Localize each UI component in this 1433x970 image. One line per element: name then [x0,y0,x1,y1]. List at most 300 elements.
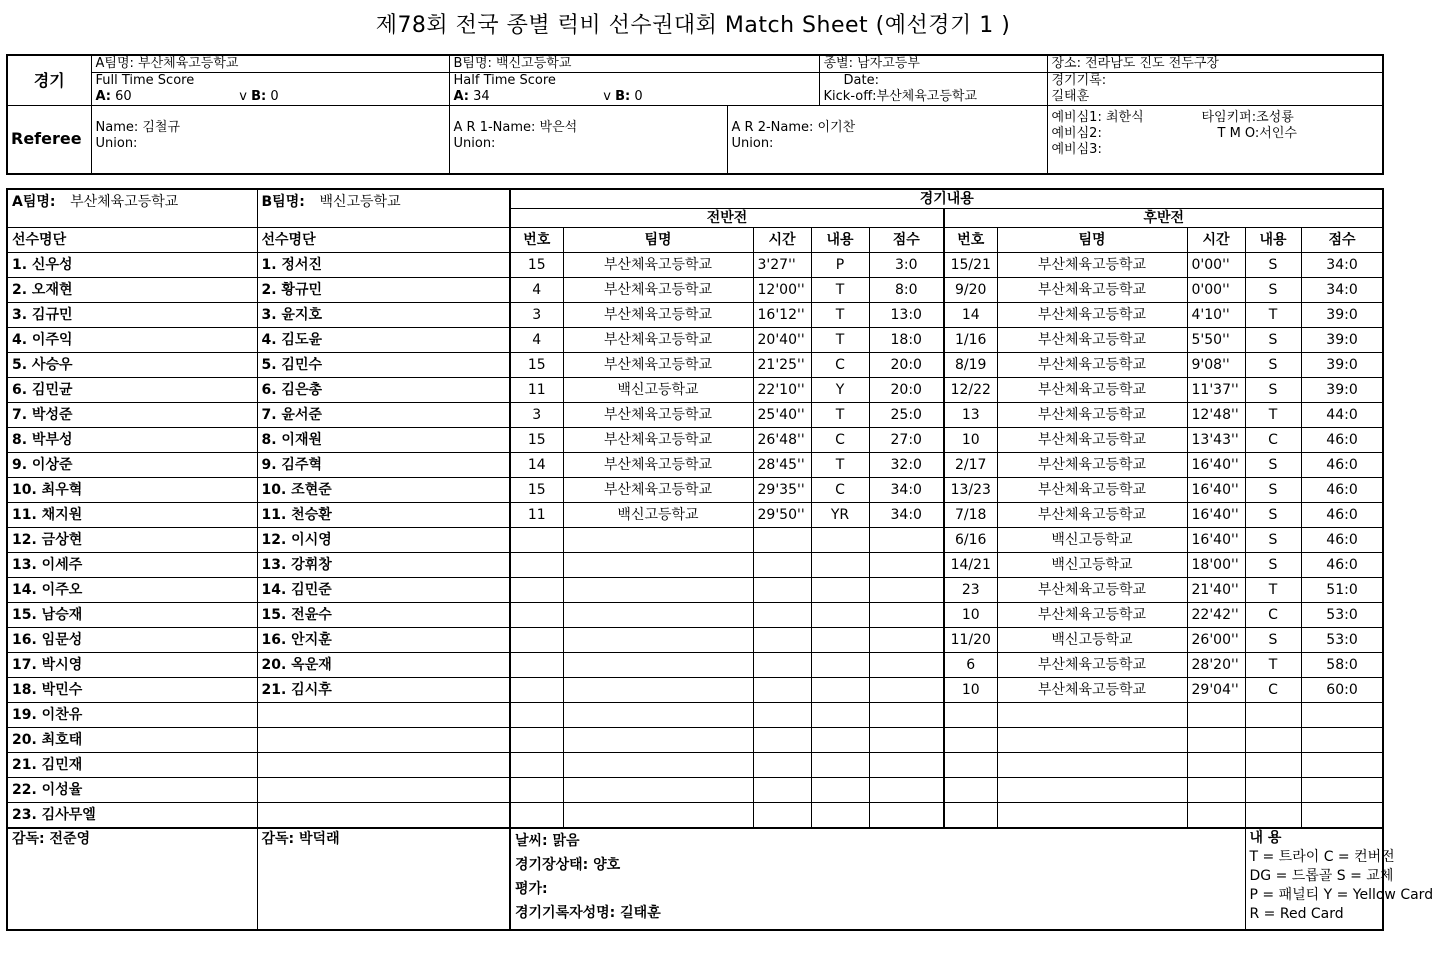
first-half-event-cell: 백신고등학교 [563,378,753,403]
first-half-event-cell [753,678,811,703]
second-half-event-cell: 부산체육고등학교 [997,253,1187,278]
first-half-event-cell: T [811,328,869,353]
second-half-event-cell [997,703,1187,728]
team-b-player: 21. 김시후 [257,678,510,703]
column-header-first-0: 번호 [510,228,563,253]
first-half-event-cell [753,653,811,678]
team-a-label: A팀명: [12,194,56,210]
first-half-event-cell: 3 [510,403,563,428]
table-row [7,353,1383,378]
second-half-event-cell: T [1245,653,1301,678]
team-a-player: 14. 이주오 [7,578,257,603]
second-half-event-cell: 0'00'' [1187,278,1245,303]
first-half-label: 전반전 [510,209,944,228]
second-half-event-cell: 28'20'' [1187,653,1245,678]
first-half-event-cell [753,603,811,628]
first-half-event-cell [811,628,869,653]
first-half-event-cell [811,603,869,628]
first-half-event-cell [563,703,753,728]
second-half-event-cell [1245,803,1301,829]
team-b-player: 6. 김은총 [257,378,510,403]
first-half-event-cell: 29'35'' [753,478,811,503]
first-half-event-cell [510,803,563,829]
recorder-name: 길태훈 [1047,89,1383,106]
second-half-event-cell [1245,778,1301,803]
second-half-event-cell: S [1245,353,1301,378]
referee-label: Referee [7,106,91,174]
first-half-event-cell [753,703,811,728]
second-half-event-cell: 13'43'' [1187,428,1245,453]
first-half-event-cell [811,553,869,578]
team-a-player: 1. 신우성 [7,253,257,278]
first-half-event-cell [510,578,563,603]
second-half-label: 후반전 [944,209,1383,228]
table-row [7,678,1383,703]
team-a-name: A팀명: 부산체육고등학교 [91,55,449,73]
first-half-event-cell: 3'27'' [753,253,811,278]
second-half-event-cell: 7/18 [944,503,997,528]
second-half-event-cell [1187,753,1245,778]
first-half-event-cell [510,553,563,578]
second-half-event-cell [1187,778,1245,803]
table-row [7,653,1383,678]
full-time-score [91,89,449,106]
second-half-event-cell: 34:0 [1301,253,1383,278]
second-half-event-cell: T [1245,303,1301,328]
second-half-event-cell [1245,703,1301,728]
half-a-value: 34 [473,89,490,104]
table-row [7,303,1383,328]
second-half-event-cell: 39:0 [1301,353,1383,378]
second-half-event-cell: S [1245,503,1301,528]
table-row [7,328,1383,353]
second-half-event-cell [944,703,997,728]
table-row [7,378,1383,403]
second-half-event-cell: 16'40'' [1187,478,1245,503]
team-b-player [257,753,510,778]
first-half-event-cell [811,803,869,829]
first-half-event-cell: 3:0 [869,253,944,278]
team-a-player: 13. 이세주 [7,553,257,578]
first-half-event-cell: 26'48'' [753,428,811,453]
first-half-event-cell [753,528,811,553]
first-half-event-cell: 28'45'' [753,453,811,478]
table-row [7,403,1383,428]
team-b-player: 14. 김민준 [257,578,510,603]
first-half-event-cell [869,528,944,553]
ar1-info [449,106,727,174]
table-row [7,428,1383,453]
first-half-event-cell: 4 [510,328,563,353]
team-a-player: 6. 김민균 [7,378,257,403]
team-a-player: 12. 금상현 [7,528,257,553]
match-header-table [6,54,1384,175]
team-b-player: 8. 이재원 [257,428,510,453]
second-half-event-cell: S [1245,528,1301,553]
first-half-event-cell: 32:0 [869,453,944,478]
first-half-event-cell [510,603,563,628]
second-half-event-cell [1301,778,1383,803]
second-half-event-cell: S [1245,553,1301,578]
table-row [7,778,1383,803]
full-b-label: B: [251,89,267,104]
half-a-label: A: [453,89,470,104]
first-half-event-cell [510,628,563,653]
category: 종별: 남자고등부 [819,55,1047,73]
table-row [7,603,1383,628]
first-half-event-cell: 부산체육고등학교 [563,278,753,303]
second-half-event-cell: 0'00'' [1187,253,1245,278]
first-half-event-cell [563,553,753,578]
team-a-player: 4. 이주익 [7,328,257,353]
second-half-event-cell: 13/23 [944,478,997,503]
team-b-player: 1. 정서진 [257,253,510,278]
first-half-event-cell: 부산체육고등학교 [563,428,753,453]
second-half-event-cell: 백신고등학교 [997,628,1187,653]
table-row [7,478,1383,503]
first-half-event-cell [563,578,753,603]
page-title: 제78회 전국 종별 럭비 선수권대회 Match Sheet (예선경기 1 ) [375,13,1011,38]
team-b-label: B팀명: [261,194,305,210]
coach-b: 감독: 박덕래 [257,828,510,930]
referee-info [91,106,449,174]
first-half-event-cell [811,578,869,603]
first-half-event-cell: 18:0 [869,328,944,353]
first-half-event-cell: 20:0 [869,353,944,378]
second-half-event-cell [944,728,997,753]
team-b-player: 7. 윤서준 [257,403,510,428]
coach-a: 감독: 전준영 [7,828,257,930]
first-half-event-cell: 부산체육고등학교 [563,328,753,353]
second-half-event-cell: 부산체육고등학교 [997,278,1187,303]
first-half-event-cell: 부산체육고등학교 [563,453,753,478]
second-half-event-cell: 21'40'' [1187,578,1245,603]
first-half-event-cell: 15 [510,428,563,453]
first-half-event-cell: 20'40'' [753,328,811,353]
first-half-event-cell [811,778,869,803]
team-b-player [257,703,510,728]
second-half-event-cell [1301,728,1383,753]
table-row [7,728,1383,753]
team-b-player: 5. 김민수 [257,353,510,378]
first-half-event-cell: 34:0 [869,478,944,503]
second-half-event-cell: T [1245,578,1301,603]
first-half-event-cell: 22'10'' [753,378,811,403]
second-half-event-cell: 부산체육고등학교 [997,353,1187,378]
team-b-player: 4. 김도윤 [257,328,510,353]
first-half-event-cell [869,578,944,603]
legend-line: DG = 드롭골 S = 교체 [1249,868,1394,884]
reserve-3: 예비심3: [1051,142,1102,157]
second-half-event-cell: 6/16 [944,528,997,553]
half-b-label: B: [615,89,631,104]
team-a-player: 10. 최우혁 [7,478,257,503]
column-header-second-2: 시간 [1187,228,1245,253]
second-half-event-cell: 부산체육고등학교 [997,403,1187,428]
second-half-event-cell [1187,728,1245,753]
second-half-event-cell: 26'00'' [1187,628,1245,653]
second-half-event-cell: 부산체육고등학교 [997,478,1187,503]
table-row [7,503,1383,528]
first-half-event-cell: T [811,303,869,328]
second-half-event-cell: 8/19 [944,353,997,378]
full-v: v [239,89,247,104]
match-date: Date: [819,73,1047,90]
first-half-event-cell [869,653,944,678]
second-half-event-cell [1301,803,1383,829]
second-half-event-cell: 10 [944,603,997,628]
second-half-event-cell: 53:0 [1301,628,1383,653]
first-half-event-cell: 8:0 [869,278,944,303]
first-half-event-cell: T [811,278,869,303]
table-row [7,753,1383,778]
team-a-player: 5. 사승우 [7,353,257,378]
second-half-event-cell: 16'40'' [1187,503,1245,528]
second-half-event-cell: 부산체육고등학교 [997,603,1187,628]
first-half-event-cell [811,753,869,778]
field-condition: 경기장상태: 양호 [515,857,621,873]
first-half-event-cell [510,778,563,803]
second-half-event-cell: S [1245,478,1301,503]
team-a-player: 19. 이찬유 [7,703,257,728]
team-b-roster-label: 선수명단 [257,228,510,253]
first-half-event-cell [869,803,944,829]
ar2-union: Union: [731,136,774,151]
second-half-event-cell: 46:0 [1301,478,1383,503]
second-half-event-cell: 46:0 [1301,453,1383,478]
second-half-event-cell: 9/20 [944,278,997,303]
first-half-event-cell [563,778,753,803]
tmo: T M O:서인수 [1217,126,1297,141]
first-half-event-cell: 15 [510,353,563,378]
first-half-event-cell [563,628,753,653]
team-b-player: 11. 천승환 [257,503,510,528]
first-half-event-cell: 15 [510,253,563,278]
first-half-event-cell [563,728,753,753]
first-half-event-cell: 21'25'' [753,353,811,378]
table-row [7,253,1383,278]
legend-title: 내 용 [1249,830,1282,846]
column-header-first-2: 시간 [753,228,811,253]
venue: 장소: 전라남도 진도 전두구장 [1047,55,1383,73]
recorder-signature: 경기기록자성명: 길태훈 [515,905,661,921]
first-half-event-cell: T [811,403,869,428]
weather: 날씨: 맑음 [515,833,580,849]
column-header-first-1: 팀명 [563,228,753,253]
first-half-event-cell: 3 [510,303,563,328]
first-half-event-cell [510,703,563,728]
events-section-label: 경기내용 [510,189,1383,209]
second-half-event-cell: 46:0 [1301,503,1383,528]
team-b-player [257,728,510,753]
second-half-event-cell: 12'48'' [1187,403,1245,428]
team-a-player: 21. 김민재 [7,753,257,778]
ar1-name: A R 1-Name: 박은석 [453,120,578,135]
reserve-1: 예비심1: 최한식 [1051,110,1144,125]
team-b-player: 10. 조현준 [257,478,510,503]
table-row [7,453,1383,478]
first-half-event-cell [753,578,811,603]
second-half-event-cell: 58:0 [1301,653,1383,678]
legend-line: R = Red Card [1249,906,1344,922]
referee-name: Name: 김철규 [95,120,181,135]
first-half-event-cell: 20:0 [869,378,944,403]
game-label: 경기 [7,55,91,106]
second-half-event-cell [1187,803,1245,829]
first-half-event-cell [510,753,563,778]
second-half-event-cell: 부산체육고등학교 [997,453,1187,478]
first-half-event-cell [563,753,753,778]
team-a-player: 11. 채지원 [7,503,257,528]
first-half-event-cell: 부산체육고등학교 [563,253,753,278]
officials-info [1047,106,1383,174]
team-a-player: 17. 박시영 [7,653,257,678]
first-half-event-cell: C [811,428,869,453]
second-half-event-cell: C [1245,678,1301,703]
second-half-event-cell: 18'00'' [1187,553,1245,578]
team-a-player: 22. 이성율 [7,778,257,803]
first-half-event-cell: 27:0 [869,428,944,453]
legend [1245,828,1433,930]
second-half-event-cell: 부산체육고등학교 [997,328,1187,353]
first-half-event-cell: C [811,478,869,503]
team-a-player: 16. 임문성 [7,628,257,653]
match-conditions [510,828,1245,930]
second-half-event-cell: 10 [944,428,997,453]
first-half-event-cell [811,728,869,753]
rating: 평가: [515,881,548,897]
second-half-event-cell [944,753,997,778]
second-half-event-cell: T [1245,403,1301,428]
second-half-event-cell [997,728,1187,753]
team-a-header [7,189,257,228]
second-half-event-cell: 13 [944,403,997,428]
second-half-event-cell [944,803,997,829]
second-half-event-cell: 23 [944,578,997,603]
second-half-event-cell: 부산체육고등학교 [997,678,1187,703]
first-half-event-cell: 14 [510,453,563,478]
second-half-event-cell: S [1245,628,1301,653]
recorder-label: 경기기록: [1047,73,1383,90]
kickoff: Kick-off:부산체육고등학교 [819,89,1047,106]
first-half-event-cell: 34:0 [869,503,944,528]
second-half-event-cell: 39:0 [1301,328,1383,353]
column-header-first-3: 내용 [811,228,869,253]
timekeeper: 타임키퍼:조성룡 [1201,110,1294,125]
table-row [7,703,1383,728]
first-half-event-cell [753,778,811,803]
table-row [7,803,1383,829]
first-half-event-cell [869,753,944,778]
second-half-event-cell: 44:0 [1301,403,1383,428]
first-half-event-cell [869,703,944,728]
second-half-event-cell: 부산체육고등학교 [997,428,1187,453]
first-half-event-cell: 16'12'' [753,303,811,328]
second-half-event-cell: 29'04'' [1187,678,1245,703]
second-half-event-cell: S [1245,328,1301,353]
column-header-second-3: 내용 [1245,228,1301,253]
column-header-second-4: 점수 [1301,228,1383,253]
second-half-event-cell: 15/21 [944,253,997,278]
second-half-event-cell: 14/21 [944,553,997,578]
first-half-event-cell [811,528,869,553]
second-half-event-cell: 16'40'' [1187,453,1245,478]
second-half-event-cell: 11/20 [944,628,997,653]
team-a-player: 15. 남승재 [7,603,257,628]
first-half-event-cell [869,728,944,753]
first-half-event-cell: 25'40'' [753,403,811,428]
first-half-event-cell [869,778,944,803]
team-b-player [257,778,510,803]
full-time-label: Full Time Score [91,73,449,90]
second-half-event-cell: 51:0 [1301,578,1383,603]
first-half-event-cell [811,678,869,703]
second-half-event-cell: 백신고등학교 [997,528,1187,553]
team-a-player: 9. 이상준 [7,453,257,478]
legend-line: P = 패널티 Y = Yellow Card [1249,887,1433,903]
team-a-player: 23. 김사무엘 [7,803,257,829]
second-half-event-cell: 39:0 [1301,303,1383,328]
first-half-event-cell [510,528,563,553]
first-half-event-cell [869,678,944,703]
first-half-event-cell [563,603,753,628]
half-b-value: 0 [634,89,643,104]
second-half-event-cell [1301,703,1383,728]
first-half-event-cell [753,728,811,753]
first-half-event-cell: 4 [510,278,563,303]
full-a-label: A: [95,89,112,104]
first-half-event-cell: 12'00'' [753,278,811,303]
half-time-score [449,89,819,106]
second-half-event-cell: S [1245,453,1301,478]
team-b-player: 16. 안지훈 [257,628,510,653]
second-half-event-cell: S [1245,253,1301,278]
legend-line: T = 트라이 C = 컨버전 [1249,849,1395,865]
first-half-event-cell: 11 [510,503,563,528]
second-half-event-cell: 53:0 [1301,603,1383,628]
match-events-table [6,188,1433,931]
second-half-event-cell: 부산체육고등학교 [997,303,1187,328]
second-half-event-cell: 34:0 [1301,278,1383,303]
first-half-event-cell: 부산체육고등학교 [563,478,753,503]
first-half-event-cell [753,553,811,578]
second-half-event-cell [997,778,1187,803]
second-half-event-cell [997,803,1187,829]
first-half-event-cell [510,653,563,678]
second-half-event-cell: C [1245,603,1301,628]
first-half-event-cell: C [811,353,869,378]
column-header-second-0: 번호 [944,228,997,253]
second-half-event-cell [1245,753,1301,778]
first-half-event-cell: 29'50'' [753,503,811,528]
table-row [7,553,1383,578]
first-half-event-cell [563,528,753,553]
table-row [7,628,1383,653]
team-b-name: B팀명: 백신고등학교 [449,55,819,73]
team-a-player: 18. 박민수 [7,678,257,703]
first-half-event-cell: 부산체육고등학교 [563,303,753,328]
second-half-event-cell: 39:0 [1301,378,1383,403]
first-half-event-cell: 부산체육고등학교 [563,403,753,428]
first-half-event-cell [753,803,811,829]
team-a-value: 부산체육고등학교 [70,194,179,210]
full-b-value: 0 [270,89,279,104]
first-half-event-cell [811,703,869,728]
first-half-event-cell: Y [811,378,869,403]
ar2-info [727,106,1047,174]
second-half-event-cell: 5'50'' [1187,328,1245,353]
second-half-event-cell [1245,728,1301,753]
